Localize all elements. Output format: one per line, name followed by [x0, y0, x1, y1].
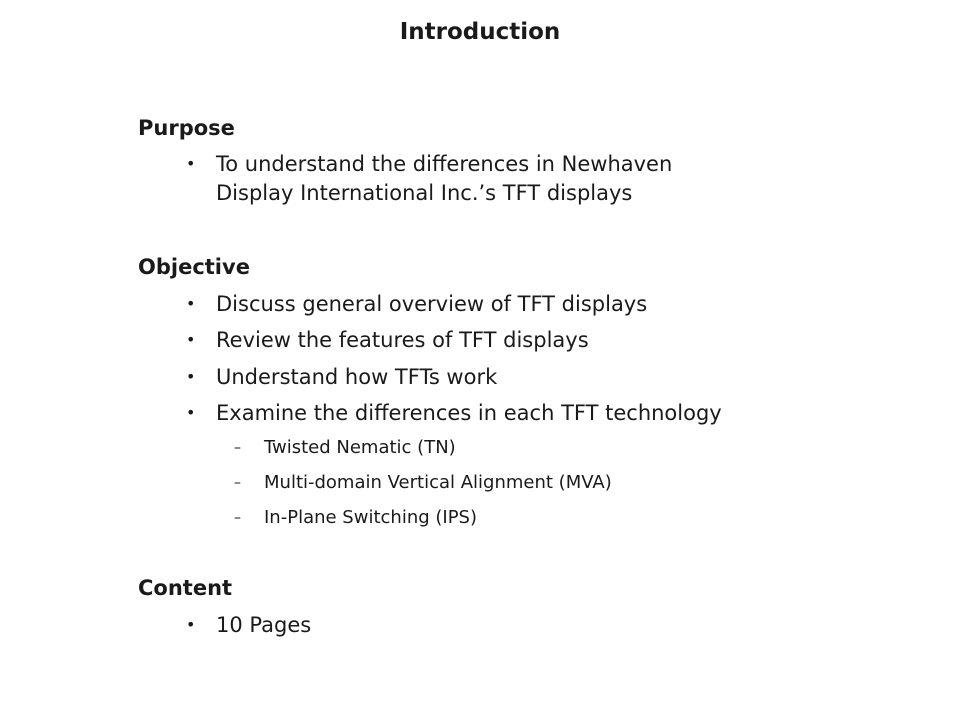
bullet-icon: • — [186, 330, 196, 349]
bullet-text: 10 Pages — [216, 613, 312, 637]
bullet-icon: • — [186, 294, 196, 313]
section-heading-purpose: Purpose — [138, 116, 235, 140]
slide-title: Introduction — [399, 19, 561, 45]
bullet-text: Display International Inc.’s TFT displays — [216, 181, 633, 205]
bullet-icon: • — [186, 367, 196, 386]
section-heading-content: Content — [138, 576, 233, 600]
bullet-text: Examine the differences in each TFT technology — [216, 401, 722, 425]
sub-bullet-text: Multi-domain Vertical Alignment (MVA) — [264, 472, 612, 493]
bullet-icon: • — [186, 615, 196, 634]
dash-icon: – — [234, 475, 241, 491]
bullet-icon: • — [186, 154, 196, 173]
bullet-text: Understand how TFTs work — [216, 365, 498, 389]
sub-bullet-text: Twisted Nematic (TN) — [264, 437, 456, 458]
sub-bullet-text: In-Plane Switching (IPS) — [264, 507, 478, 528]
bullet-icon: • — [186, 403, 196, 422]
bullet-text: Review the features of TFT displays — [216, 328, 589, 352]
dash-icon: – — [234, 510, 241, 526]
bullet-text: Discuss general overview of TFT displays — [216, 292, 648, 316]
section-heading-objective: Objective — [138, 255, 250, 279]
dash-icon: – — [234, 440, 241, 456]
bullet-text: To understand the differences in Newhaven — [216, 152, 673, 176]
